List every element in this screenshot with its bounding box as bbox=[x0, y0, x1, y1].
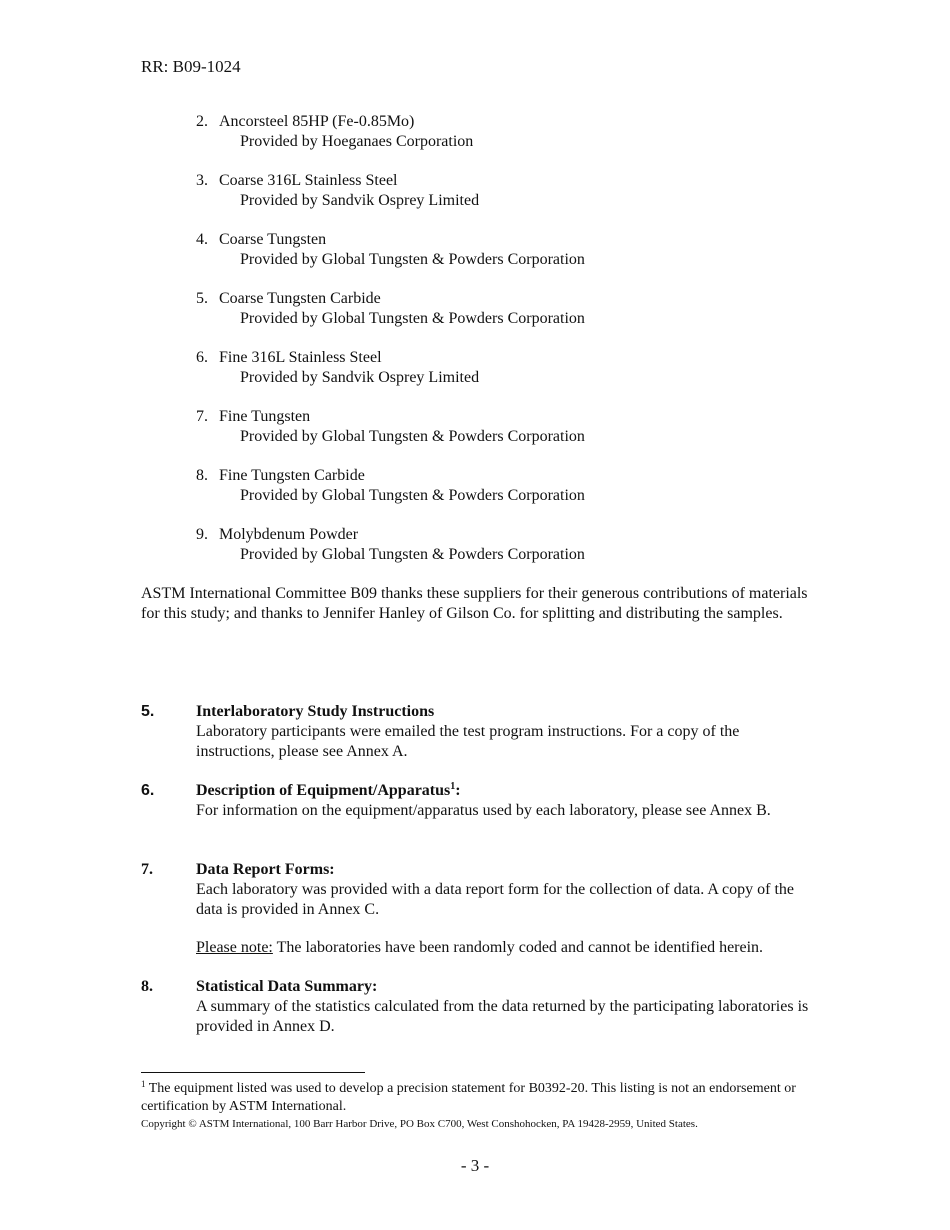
material-name: Fine Tungsten bbox=[219, 408, 311, 425]
material-item bbox=[196, 171, 796, 210]
report-id-header: RR: B09-1024 bbox=[141, 57, 241, 76]
material-name: Coarse Tungsten Carbide bbox=[219, 290, 381, 307]
material-item bbox=[196, 525, 796, 564]
material-item bbox=[196, 466, 796, 505]
material-name: Fine Tungsten Carbide bbox=[219, 467, 365, 484]
note bbox=[196, 938, 821, 958]
material-number: 8. bbox=[196, 467, 208, 484]
materials-list bbox=[196, 112, 796, 584]
note-label: Please note: bbox=[196, 939, 273, 956]
material-provider: Provided by Global Tungsten & Powders Corporation bbox=[240, 545, 585, 563]
copyright-notice: Copyright © ASTM International, 100 Barr Harbor Drive, PO Box C700, West Conshohocken, PA 19428-2959, United States. bbox=[141, 1118, 698, 1130]
material-item bbox=[196, 407, 796, 446]
footnote-marker: 1 bbox=[141, 1079, 146, 1089]
material-item bbox=[196, 230, 796, 269]
footnote-ref: 1 bbox=[450, 781, 456, 792]
material-provider: Provided by Global Tungsten & Powders Corporation bbox=[240, 427, 585, 445]
section-number: 8. bbox=[141, 978, 153, 995]
section-number: 6. bbox=[141, 782, 155, 799]
material-name: Coarse Tungsten bbox=[219, 231, 327, 248]
section-title: Description of Equipment/Apparatus$^1$: bbox=[196, 781, 461, 799]
section-number: 7. bbox=[141, 861, 153, 878]
footnote-text: The equipment listed was used to develop a precision statement for B0392-20. This listing is not an endorsement or certification by ASTM International. bbox=[141, 1081, 796, 1114]
material-number: 4. bbox=[196, 231, 208, 248]
material-name: Coarse 316L Stainless Steel bbox=[219, 172, 398, 189]
material-item bbox=[196, 112, 796, 151]
material-provider: Provided by Global Tungsten & Powders Corporation bbox=[240, 250, 585, 268]
footnote-divider bbox=[141, 1072, 365, 1073]
material-provider: Provided by Global Tungsten & Powders Corporation bbox=[240, 486, 585, 504]
footnote bbox=[141, 1080, 841, 1116]
page-number: - 3 - bbox=[460, 1156, 490, 1175]
section-5 bbox=[141, 702, 821, 762]
material-provider: Provided by Sandvik Osprey Limited bbox=[240, 368, 480, 386]
section-title: Statistical Data Summary: bbox=[196, 978, 378, 995]
note-text: The laboratories have been randomly coded and cannot be identified herein. bbox=[272, 939, 764, 956]
section-body: Each laboratory was provided with a data report form for the collection of data. A copy of the data is provided in Annex C. bbox=[196, 881, 795, 918]
section-6 bbox=[141, 781, 821, 821]
section-7 bbox=[141, 860, 821, 958]
material-number: 3. bbox=[196, 172, 208, 189]
section-number: 5. bbox=[141, 703, 155, 720]
material-number: 9. bbox=[196, 526, 208, 543]
material-name: Fine 316L Stainless Steel bbox=[219, 349, 382, 366]
section-body: A summary of the statistics calculated from the data returned by the participating laboratories is provided in Annex D. bbox=[196, 998, 809, 1035]
section-body: For information on the equipment/apparatus used by each laboratory, please see Annex B. bbox=[196, 802, 771, 819]
section-body: Laboratory participants were emailed the test program instructions. For a copy of the instructions, please see Annex A. bbox=[196, 723, 740, 760]
acknowledgement-paragraph: ASTM International Committee B09 thanks these suppliers for their generous contributions of materials for this study; and thanks to Jennifer Hanley of Gilson Co. for splitting and distributing the samples. bbox=[141, 585, 808, 622]
material-item bbox=[196, 348, 796, 387]
material-number: 2. bbox=[196, 113, 208, 130]
section-8 bbox=[141, 977, 821, 1037]
material-provider: Provided by Sandvik Osprey Limited bbox=[240, 191, 480, 209]
material-number: 7. bbox=[196, 408, 208, 425]
material-name: Molybdenum Powder bbox=[219, 526, 359, 543]
section-title: Data Report Forms: bbox=[196, 861, 335, 878]
material-number: 5. bbox=[196, 290, 208, 307]
material-name: Ancorsteel 85HP (Fe-0.85Mo) bbox=[219, 113, 415, 130]
material-provider: Provided by Global Tungsten & Powders Corporation bbox=[240, 309, 585, 327]
material-item bbox=[196, 289, 796, 328]
section-title: Interlaboratory Study Instructions bbox=[196, 703, 435, 720]
material-number: 6. bbox=[196, 349, 208, 366]
material-provider: Provided by Hoeganaes Corporation bbox=[240, 132, 474, 150]
